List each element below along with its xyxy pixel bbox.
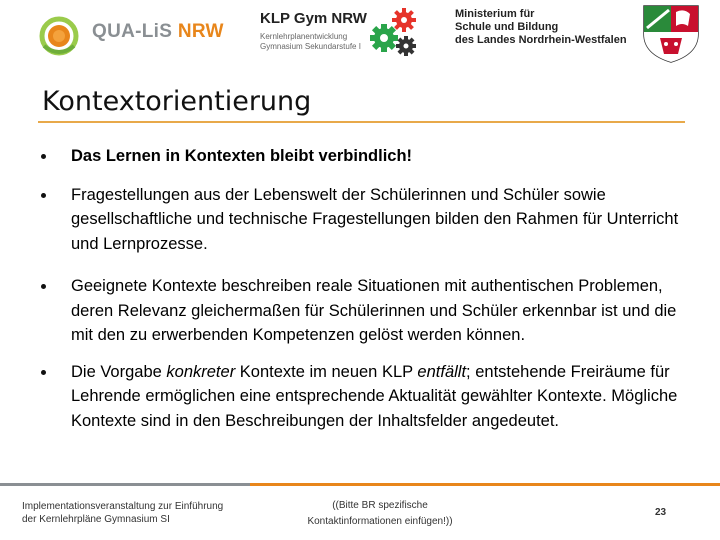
qua-lis-nrw-logo: [38, 12, 224, 58]
bullet-text: [71, 363, 677, 430]
footer-divider-orange: [250, 483, 720, 486]
title-underline: [38, 121, 685, 123]
klp-logo-subtitle-1: Kernlehrplanentwicklung: [260, 32, 348, 41]
bullet-dot-icon: [41, 284, 46, 289]
footer-event-line-1: Implementationsveranstaltung zur Einführung: [22, 501, 224, 512]
bullet-text-part: ; entstehende Freiräume für Lehrende ermöglichen eine entsprechende Aktualität gewählter Kontexte. Mögliche Kontexte sind in den Beschreibungen der Inhaltsfelder angedeutet.: [71, 362, 678, 430]
bullet-dot-icon: [41, 154, 46, 159]
bullet-text: Geeignete Kontexte beschreiben reale Situationen mit authentischen Problemen, deren Relevanz gleichermaßen für Schülerinnen und Schüler erkennbar ist und die mit den zu erwerbenden Kompetenzen gelöst werden können.: [71, 277, 677, 344]
slide-title: Kontextorientierung: [42, 86, 312, 117]
bullet-dot-icon: [41, 370, 46, 375]
bullet-text-part: Die Vorgabe: [71, 362, 167, 381]
bullet-item: [40, 360, 680, 434]
page-number: 23: [655, 507, 667, 518]
footer-contact-placeholder: [280, 498, 480, 530]
klp-gym-nrw-logo: [258, 8, 428, 60]
bullet-text-emphasis: konkreter: [166, 362, 236, 381]
nrw-coat-of-arms-icon: [638, 2, 704, 64]
ministry-line-3: des Landes Nordrhein-Westfalen: [455, 34, 627, 46]
ministry-line-1: Ministerium für: [455, 8, 535, 20]
footer-event-info: [22, 500, 223, 526]
ministry-line-2: Schule und Bildung: [455, 21, 559, 33]
bullet-text-part: Kontexte im neuen KLP: [235, 362, 418, 381]
bullet-text-emphasis: entfällt: [417, 362, 467, 381]
bullet-list: [40, 144, 680, 451]
footer-divider-grey: [0, 483, 250, 486]
footer-event-line-2: der Kernlehrpläne Gymnasium SI: [22, 514, 170, 525]
qua-lis-text: QUA-LiS: [92, 21, 173, 42]
footer-contact-line-1: ((Bitte BR spezifische: [332, 500, 428, 511]
footer-contact-line-2: Kontaktinformationen einfügen!)): [307, 516, 453, 527]
qua-lis-circle-icon: [38, 12, 90, 58]
bullet-item: [40, 274, 680, 348]
bullet-item: [40, 144, 680, 169]
bullet-dot-icon: [41, 193, 46, 198]
gears-icon: [368, 8, 420, 60]
qua-lis-wordmark: [92, 21, 224, 43]
klp-logo-subtitle-2: Gymnasium Sekundarstufe I: [260, 42, 361, 51]
footer-divider: [0, 483, 720, 486]
bullet-text: Fragestellungen aus der Lebenswelt der Schülerinnen und Schüler sowie gesellschaftliche und technische Fragestellungen bilden den Rahmen für Unterricht und Lernprozesse.: [71, 185, 679, 253]
klp-logo-title: KLP Gym NRW: [260, 10, 367, 27]
bullet-item: [40, 183, 680, 257]
ministry-name: [455, 8, 627, 47]
bullet-text: Das Lernen in Kontexten bleibt verbindlich!: [71, 147, 413, 165]
qua-lis-nrw-text: NRW: [177, 21, 224, 42]
